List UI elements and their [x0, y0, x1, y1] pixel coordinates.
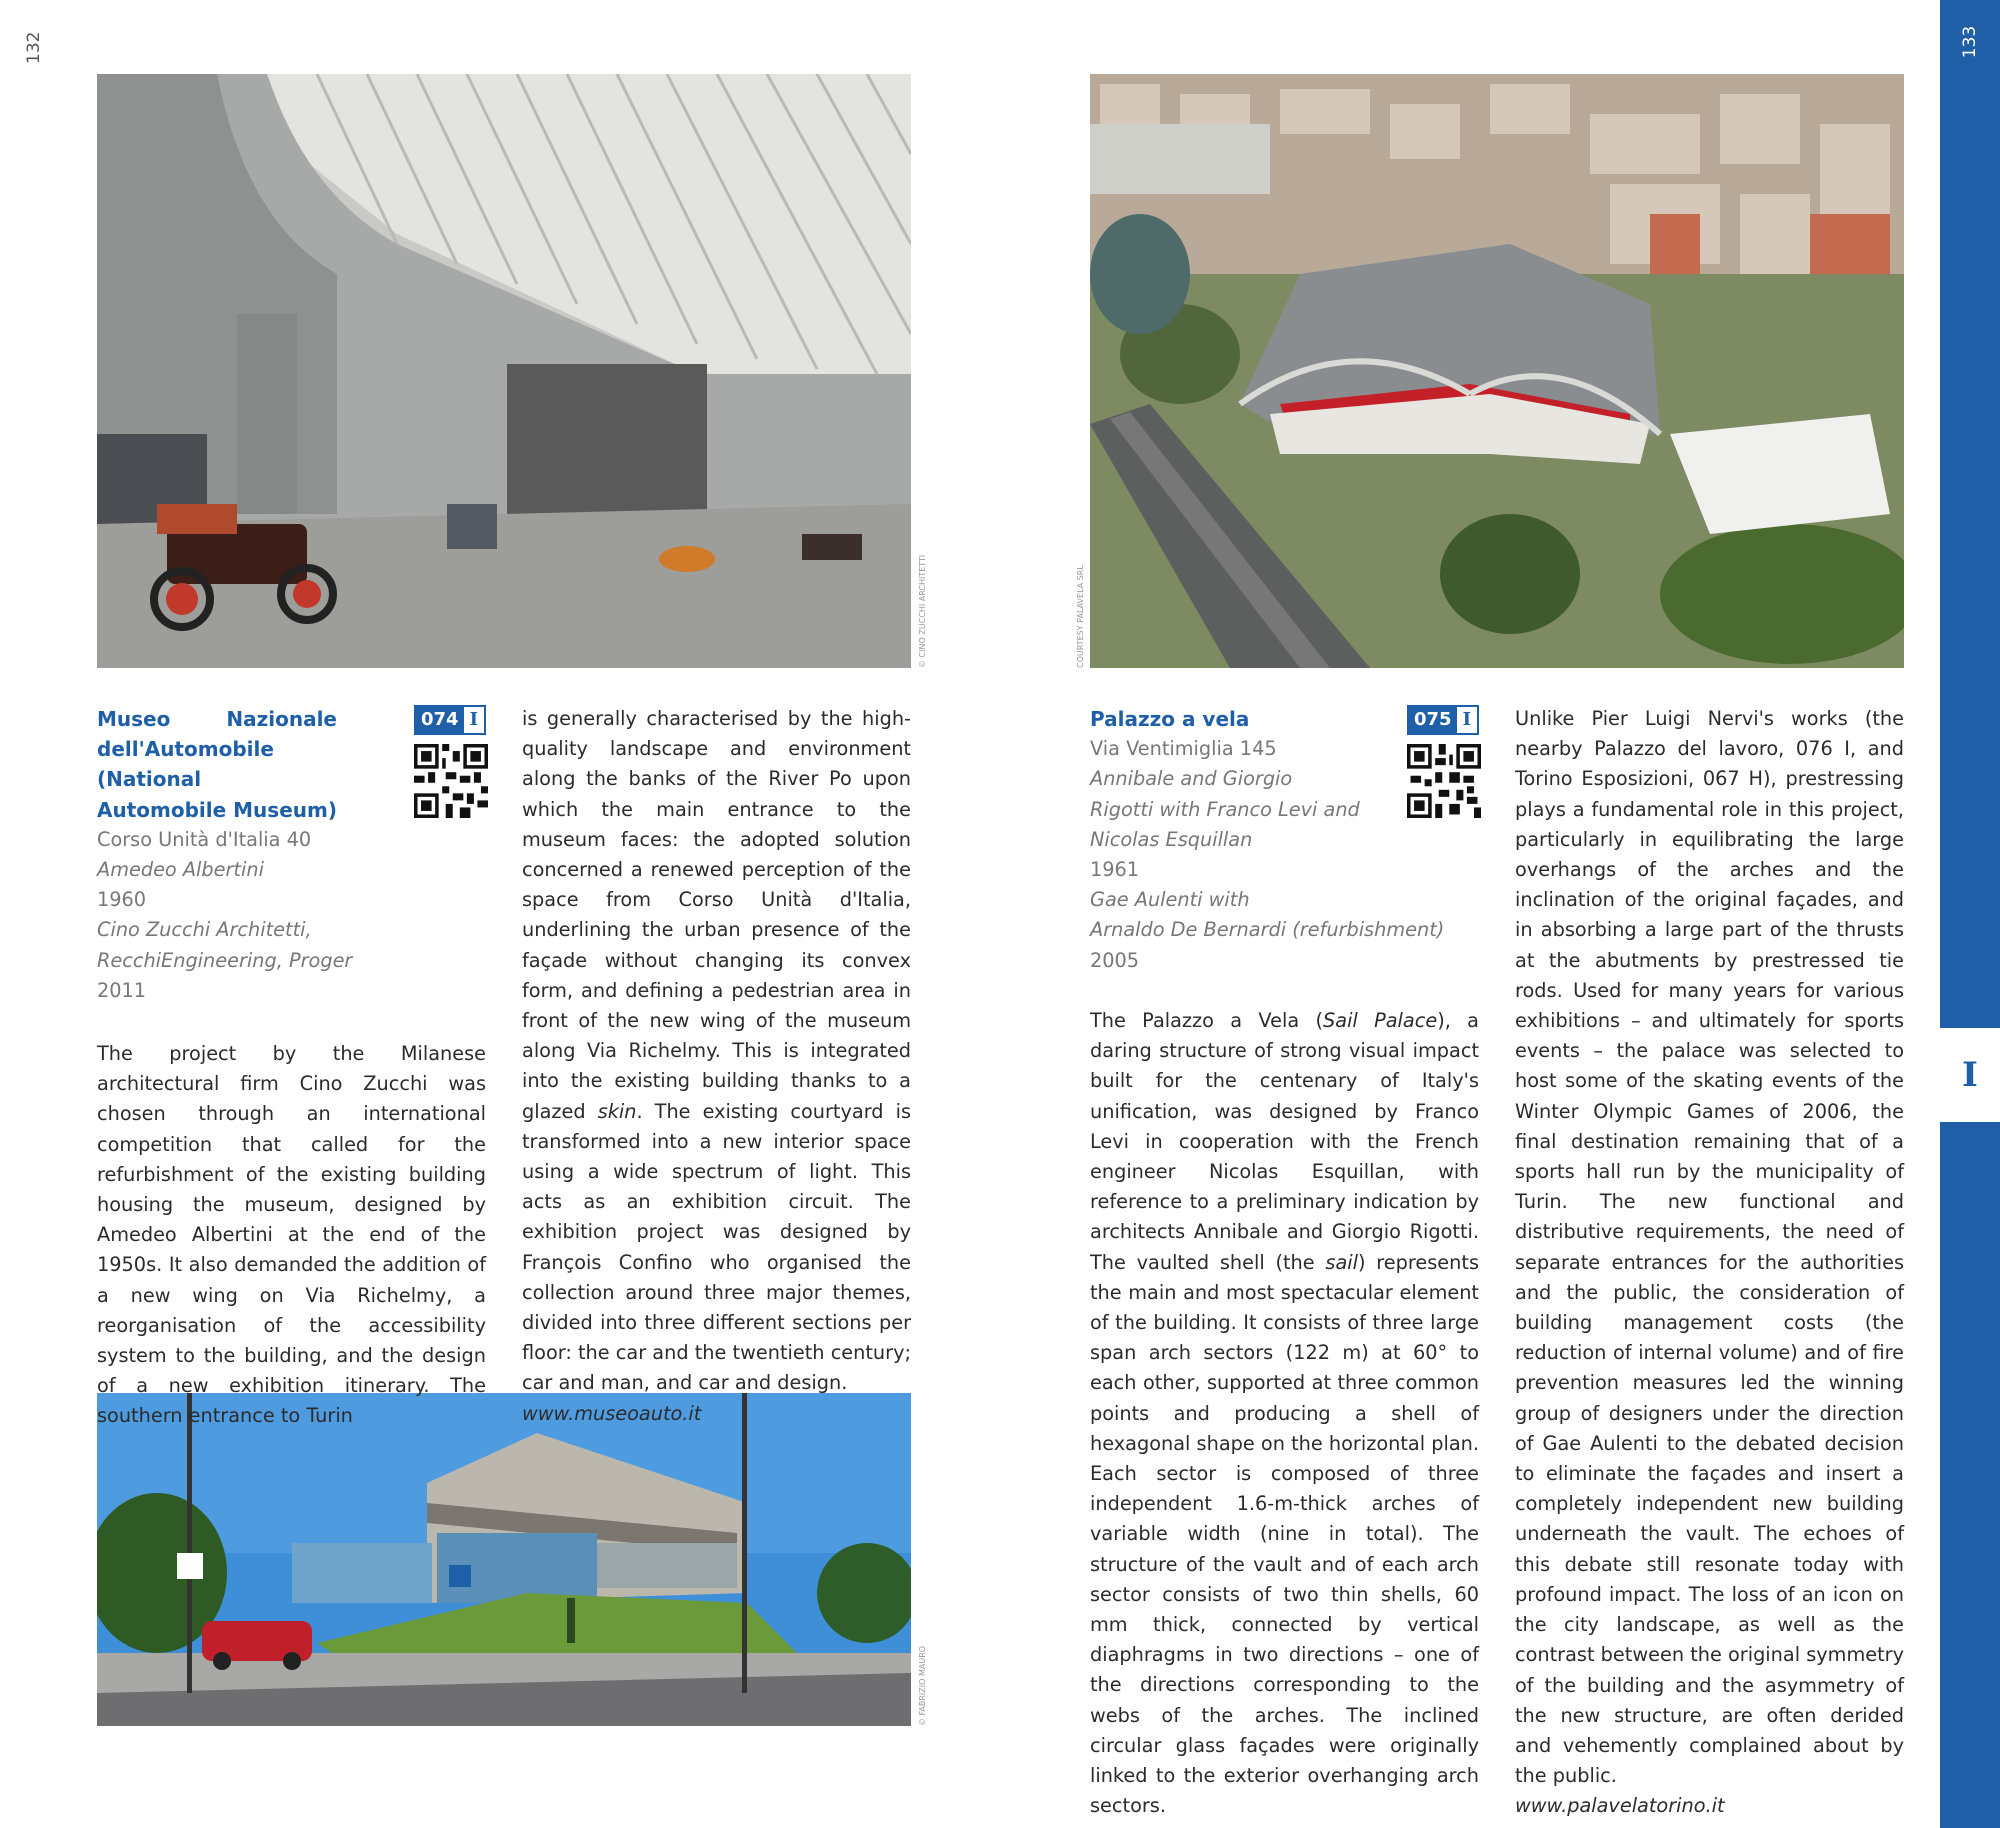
entry-074-badge: [414, 705, 486, 735]
entry-074-section: I: [464, 707, 484, 733]
section-edge-bar: [1940, 0, 2000, 1828]
entry-075-refurb-year: 2005: [1090, 948, 1140, 972]
entry-075-refurb-architects-2: Arnaldo De Bernardi (refurbishment): [1090, 918, 1445, 942]
entry-075-address: Via Ventimiglia 145: [1090, 737, 1277, 761]
photo-credit-museum-interior: © CINO ZUCCHI ARCHITETTI: [918, 554, 927, 668]
entry-074-architect: Amedeo Albertini: [97, 858, 264, 882]
entry-075-refurb-architects-1: Gae Aulenti with: [1090, 888, 1250, 912]
entry-075-paragraph-1-part-c: ) represents the main and most spectacular element of the building. It consists of three large span arch sectors (122 m) at 60° to each other, supported at three common points and producing a shell of hexagonal shape on the horizontal plan. Each sector is composed of three independent 1.6-m-thick arches of variable width (nine in total). The structure of the vault and of each arch sector consists of two thin shells, 60 mm thick, connected by vertical diaphragms in two directions – one of the directions corresponding to the webs of the arches. The inclined circular glass façades were originally linked to the exterior overhanging arch sectors.: [1090, 1250, 1479, 1818]
entry-074-paragraph-2-part-b: . The existing courtyard is transformed into a new interior space using a wide spectrum of light. This acts as an exhibition circuit. The exhibition project was designed by François Confino who organised the collection around three major themes, divided into three different sections per floor: the car and the twentieth century; car and man, and car and design.: [522, 1099, 911, 1395]
entry-075-website-link[interactable]: www.palavelatorino.it: [1515, 1794, 1725, 1818]
entry-075-qr-code[interactable]: [1407, 744, 1481, 818]
entry-075-paragraph-1-emphasis-1: Sail Palace: [1323, 1009, 1438, 1032]
entry-075-paragraph-1: [1090, 1006, 1479, 1821]
entry-075-paragraph-1-part-b: ), a daring structure of strong visual impact built for the centenary of Italy's unification, was designed by Franco Levi in cooperation with the French engineer Nicolas Esquillan, with reference to a preliminary indication by architects Annibale and Giorgio Rigotti. The vaulted shell (the: [1090, 1009, 1479, 1274]
entry-074-paragraph-2-emphasis: skin: [597, 1099, 637, 1123]
entry-074-number: 074: [416, 707, 464, 733]
entry-074-paragraph-1: The project by the Milanese architectural firm Cino Zucchi was chosen through an international competition that called for the refurbishment of the existing building housing the museum, designed by Amedeo Albertini at the end of the 1950s. It also demanded the addition of a new wing on Via Richelmy, a reorganisation of the accessibility system to the building, and the design of a new exhibition itinerary. The southern entrance to Turin: [97, 1042, 486, 1428]
entry-074-qr-code[interactable]: [414, 744, 488, 818]
section-letter: I: [1962, 1055, 1978, 1095]
entry-074-title: Museo Nazionale dell'Automobile (National Automobile Museum): [97, 707, 337, 822]
entry-075-year: 1961: [1090, 858, 1140, 882]
page-number-left: 132: [24, 31, 44, 64]
entry-075-paragraph-2: Unlike Pier Luigi Nervi's works (the nearby Palazzo del lavoro, 076 I, and Torino Esposizioni, 067 H), prestressing plays a fundamental role in this project, particularly in equilibrating the large overhangs of the arches and the inclination of the original façades, and in absorbing a large part of the thrusts at the abutments by prestressed tie rods. Used for many years for various exhibitions – and ultimately for sports events – the palace was selected to host some of the skating events of the Winter Olympic Games of 2006, the final destination remaining that of a sports hall run by the municipality of Turin. The new functional and distributive requirements, the need of separate entrances for the authorities and the public, the consideration of building management costs (the reduction of internal volume) and of fire prevention measures led the winning group of designers under the direction of Gae Aulenti to the debated decision to eliminate the façades and insert a completely independent new building underneath the vault. The echoes of this debate still resonate today with profound impact. The loss of an icon on the city landscape, as well as the contrast between the original symmetry of the building and the asymmetry of the new structure, are often derided and vehemently complained about by the public.: [1515, 707, 1904, 1788]
entry-074-paragraph-2: [522, 704, 911, 1399]
entry-074-text-column-1: [97, 1039, 486, 1432]
museum-exterior-photo: [97, 1393, 911, 1726]
entry-074-refurb-architects: Cino Zucchi Architetti, RecchiEngineering, Proger: [97, 918, 353, 972]
entry-075-paragraph-1-emphasis-2: sail: [1325, 1250, 1358, 1274]
entry-075-number: 075: [1409, 707, 1457, 733]
entry-074-address: Corso Unità d'Italia 40: [97, 827, 312, 851]
entry-074-website-link[interactable]: www.museoauto.it: [522, 1401, 702, 1425]
entry-074-refurb-year: 2011: [97, 978, 147, 1002]
entry-074-year: 1960: [97, 888, 147, 912]
entry-075-text-column-1: [1090, 1006, 1479, 1821]
photo-credit-museum-exterior: © FABRIZIO MAURO: [918, 1645, 927, 1726]
section-tab: [1940, 1028, 2000, 1122]
entry-075-title: Palazzo a vela: [1090, 707, 1250, 731]
palazzo-aerial-photo: [1090, 74, 1904, 668]
photo-credit-palazzo: COURTESY PALAVELA SRL: [1076, 565, 1085, 668]
entry-075-badge: [1407, 705, 1479, 735]
entry-075-architects: Annibale and Giorgio Rigotti with Franco Levi and Nicolas Esquillan: [1090, 767, 1360, 851]
museum-interior-photo: [97, 74, 911, 668]
entry-075-text-column-2: [1515, 704, 1904, 1822]
page-number-right: 133: [1960, 25, 1980, 59]
entry-074-text-column-2: [522, 704, 911, 1429]
entry-075-paragraph-1-part-a: The Palazzo a Vela (: [1090, 1009, 1324, 1032]
entry-074-paragraph-2-part-a: is generally characterised by the high-quality landscape and environment along the banks of the River Po upon which the main entrance to the museum faces: the adopted solution concerned a renewed perception of the space from Corso Unità d'Italia, underlining the urban presence of the façade without changing its convex form, and defining a pedestrian area in front of the new wing of the museum along Via Richelmy. This is integrated into the existing building thanks to a glazed: [522, 707, 911, 1123]
entry-075-section: I: [1457, 707, 1477, 733]
